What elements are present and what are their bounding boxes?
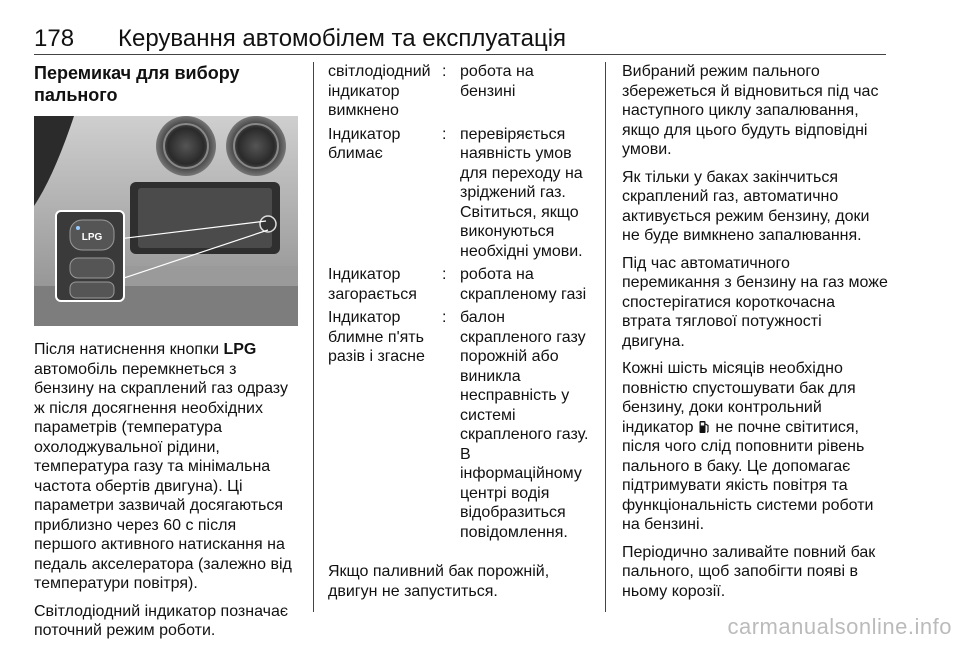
led-paragraph: Світлодіодний індикатор позначає поточний режим роботи. xyxy=(34,602,289,639)
page-number: 178 xyxy=(34,25,75,52)
lpg-keyword: LPG xyxy=(223,341,257,358)
paragraph: Під час автоматичного перемикання з бензину на газ може спостерігатися короткочасна втрата тяглової потужності двигуна. xyxy=(622,254,888,350)
watermark: carmanualsonline.info xyxy=(727,614,952,639)
lpg-paragraph: Після натиснення кнопки LPG автомобіль перемкнеться з бензину на скраплений газ одразу ж після досягнення необхідних параметрів (температура охолоджувальної рідини, температура газу та мінімальна частота обертів двигуна). Ці параметри зазвичай досягаються приблизно через 60 с після першого активного натискання на педаль акселератора (залежно від температури повітря). xyxy=(34,341,292,592)
column-2 xyxy=(328,62,590,609)
column-divider-2 xyxy=(605,62,606,612)
paragraph: Як тільки у баках закінчиться скраплений газ, автоматично активується режим бензину, доки не буде вимкнено запалювання. xyxy=(622,168,870,244)
page-header xyxy=(34,24,886,55)
lpg-button-label: LPG xyxy=(81,232,103,243)
section-title: Перемикач для вибору пального xyxy=(34,63,240,105)
paragraph: Періодично заливайте повний бак пального, щоб запобігти появі в ньому корозії. xyxy=(622,543,876,600)
indicator-row: Індикатор блимає : перевіряється наявність умов для переходу на зріджений газ. Світиться, якщо виконуються необхідні умови. xyxy=(328,125,583,260)
chapter-title: Керування автомобілем та експлуатація xyxy=(118,25,567,52)
fuel-pump-icon xyxy=(699,420,710,434)
dashboard-photo xyxy=(34,116,298,326)
indicator-row: Індикатор загорається : робота на скрапленому газі xyxy=(328,266,587,303)
column-1 xyxy=(34,62,300,649)
paragraph: Кожні шість місяців необхідно повністю спустошувати бак для бензину, доки контрольний індикатор не почне світитися, після чого слід поповнити рівень пального в баку. Це допомагає підтримувати якість повітря та функціональність системи роботи на бензині. xyxy=(622,360,874,533)
paragraph: Вибраний режим пального збережеться й відновиться під час наступного циклу запалювання, якщо для цього будуть відповідні умови. xyxy=(622,63,879,158)
column-divider-1 xyxy=(313,62,314,612)
indicator-row: Індикатор блимне п'ять разів і згасне : балон скрапленого газу порожній або виникла несправність у системі скрапленого газу. В інформаційному центрі водія відобразиться повідомлення. xyxy=(328,309,589,541)
empty-tank-paragraph: Якщо паливний бак порожній, двигун не запуститься. xyxy=(328,563,550,600)
column-3 xyxy=(622,62,888,609)
indicator-row: світлодіодний індикатор вимкнено : робота на бензині xyxy=(328,63,534,119)
